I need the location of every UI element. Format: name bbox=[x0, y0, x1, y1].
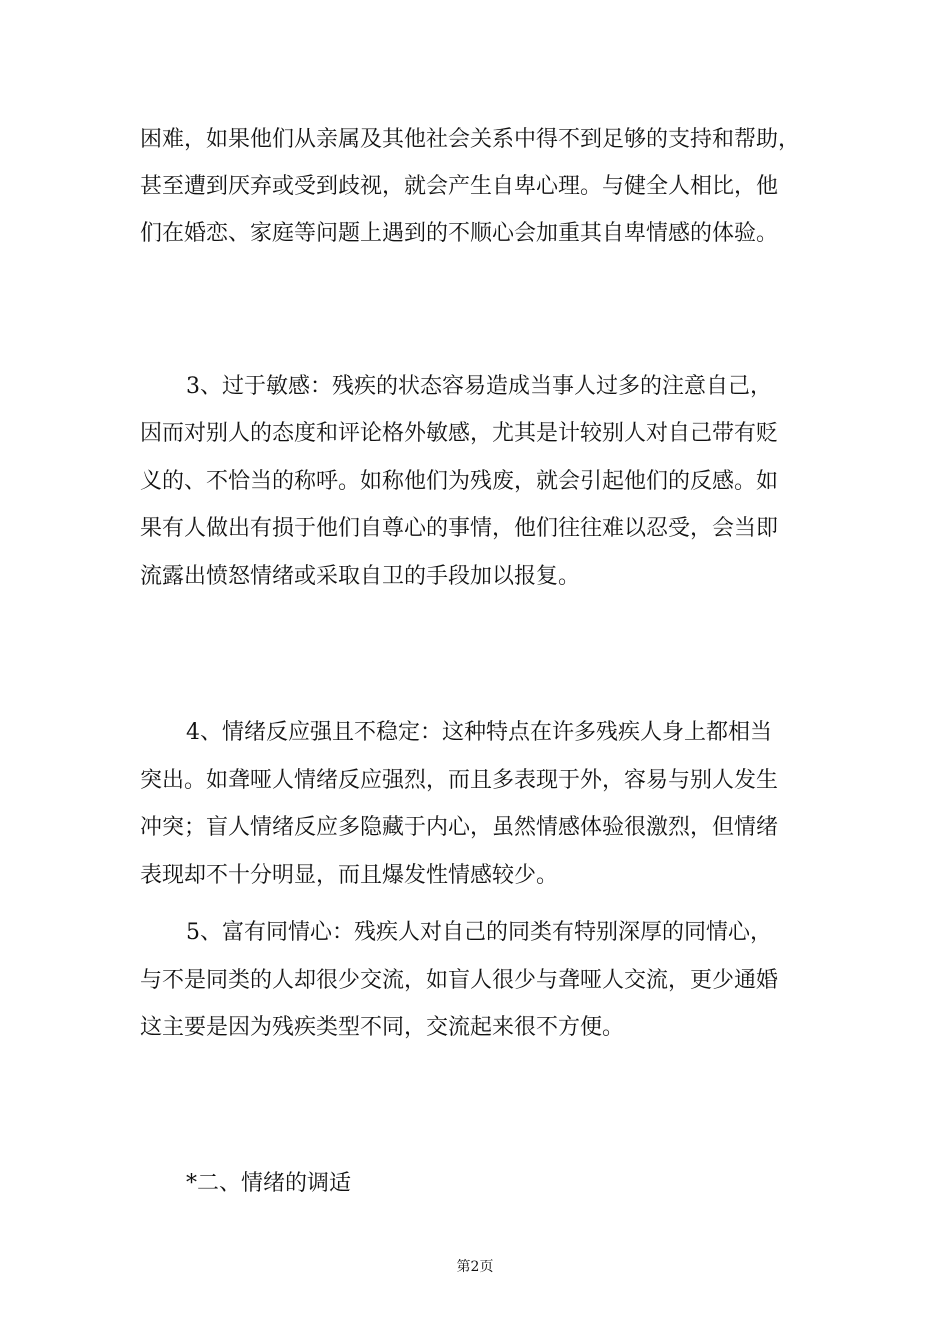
page-number: 第2页 bbox=[456, 1259, 494, 1275]
text-line: 因而对别人的态度和评论格外敏感，尤其是计较别人对自己带有贬 bbox=[140, 421, 779, 446]
text-line: 果有人做出有损于他们自尊心的事情，他们往往难以忍受，会当即 bbox=[140, 516, 779, 541]
text-line: 们在婚恋、家庭等问题上遇到的不顺心会加重其自卑情感的体验。 bbox=[140, 221, 779, 246]
section-heading: *二、情绪的调适 bbox=[186, 1171, 352, 1196]
text-line: 5、富有同情心：残疾人对自己的同类有特别深厚的同情心， bbox=[186, 920, 772, 945]
text-line: 突出。如聋哑人情绪反应强烈，而且多表现于外，容易与别人发生 bbox=[140, 768, 779, 793]
text-line: 义的、不恰当的称呼。如称他们为残废，就会引起他们的反感。如 bbox=[140, 469, 779, 494]
text-line: 这主要是因为残疾类型不同，交流起来很不方便。 bbox=[140, 1015, 625, 1040]
text-line: 冲突；盲人情绪反应多隐藏于内心，虽然情感体验很激烈，但情绪 bbox=[140, 815, 779, 840]
text-line: 4、情绪反应强且不稳定：这种特点在许多残疾人身上都相当 bbox=[186, 720, 772, 745]
text-line: 甚至遭到厌弃或受到歧视，就会产生自卑心理。与健全人相比，他 bbox=[140, 174, 779, 199]
text-line: 流露出愤怒情绪或采取自卫的手段加以报复。 bbox=[140, 564, 581, 589]
text-line: 3、过于敏感：残疾的状态容易造成当事人过多的注意自己， bbox=[186, 374, 772, 399]
text-line: 表现却不十分明显，而且爆发性情感较少。 bbox=[140, 863, 559, 888]
text-line: 困难，如果他们从亲属及其他社会关系中得不到足够的支持和帮助， bbox=[140, 127, 801, 152]
text-line: 与不是同类的人却很少交流，如盲人很少与聋哑人交流，更少通婚 bbox=[140, 968, 779, 993]
